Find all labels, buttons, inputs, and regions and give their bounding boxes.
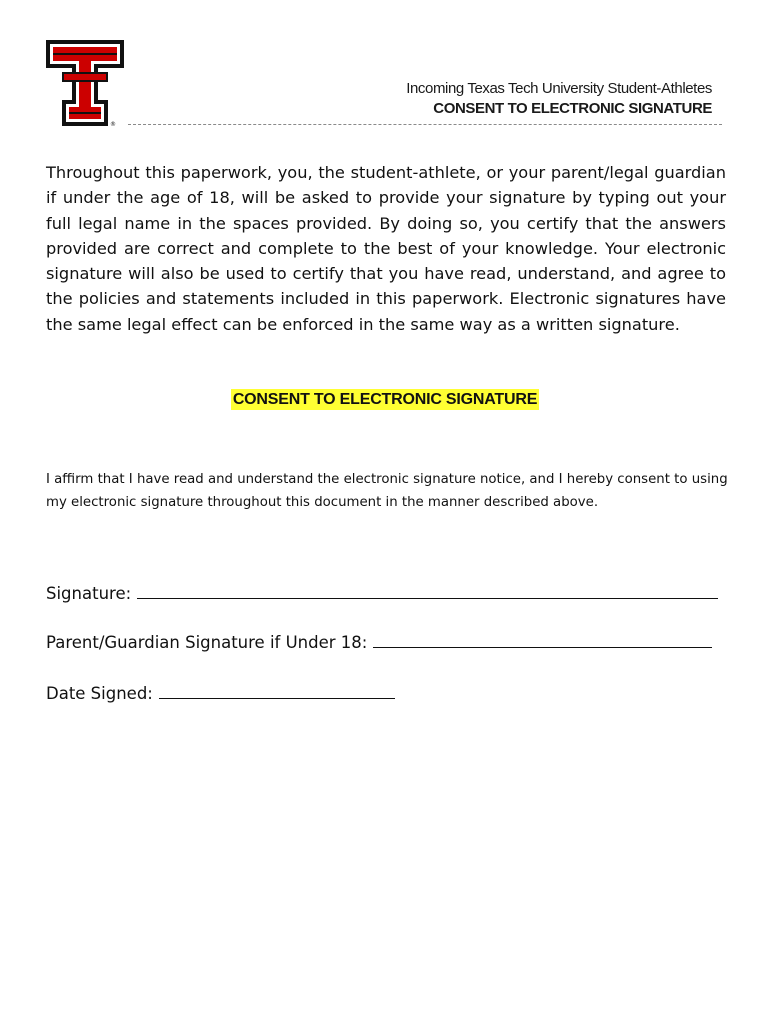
signature-row [46, 584, 718, 603]
affirmation-paragraph: I affirm that I have read and understand the electronic signature notice, and I hereby consent to using my electronic signature throughout this document in the manner described above. [46, 472, 728, 510]
double-t-logo-icon [44, 38, 126, 128]
guardian-signature-field[interactable] [373, 633, 712, 648]
guardian-signature-label: Parent/Guardian Signature if Under 18: [46, 633, 368, 652]
document-header [406, 79, 712, 119]
date-signed-field[interactable] [159, 684, 395, 699]
intro-paragraph: Throughout this paperwork, you, the student-athlete, or your parent/legal guardian if under the age of 18, will be asked to provide your signature by typing out your full legal name in the spaces provided. By doing so, you certify that the answers provided are correct and complete to the best of your knowledge. Your electronic signature will also be used to certify that you have read, understand, and agree to the policies and statements included in this paperwork. Electronic signatures have the same legal effect can be enforced in the same way as a written signature. [46, 163, 726, 334]
header-title: CONSENT TO ELECTRONIC SIGNATURE [433, 100, 712, 117]
date-signed-row [46, 684, 395, 703]
guardian-signature-row [46, 633, 712, 652]
header-subtitle: Incoming Texas Tech University Student-Athletes [406, 80, 712, 97]
date-signed-label: Date Signed: [46, 684, 153, 703]
header-divider [128, 124, 722, 125]
section-heading-text: CONSENT TO ELECTRONIC SIGNATURE [232, 391, 538, 408]
svg-text:®: ® [110, 121, 116, 128]
signature-field[interactable] [137, 584, 718, 599]
section-heading [0, 391, 770, 409]
signature-label: Signature: [46, 584, 132, 603]
